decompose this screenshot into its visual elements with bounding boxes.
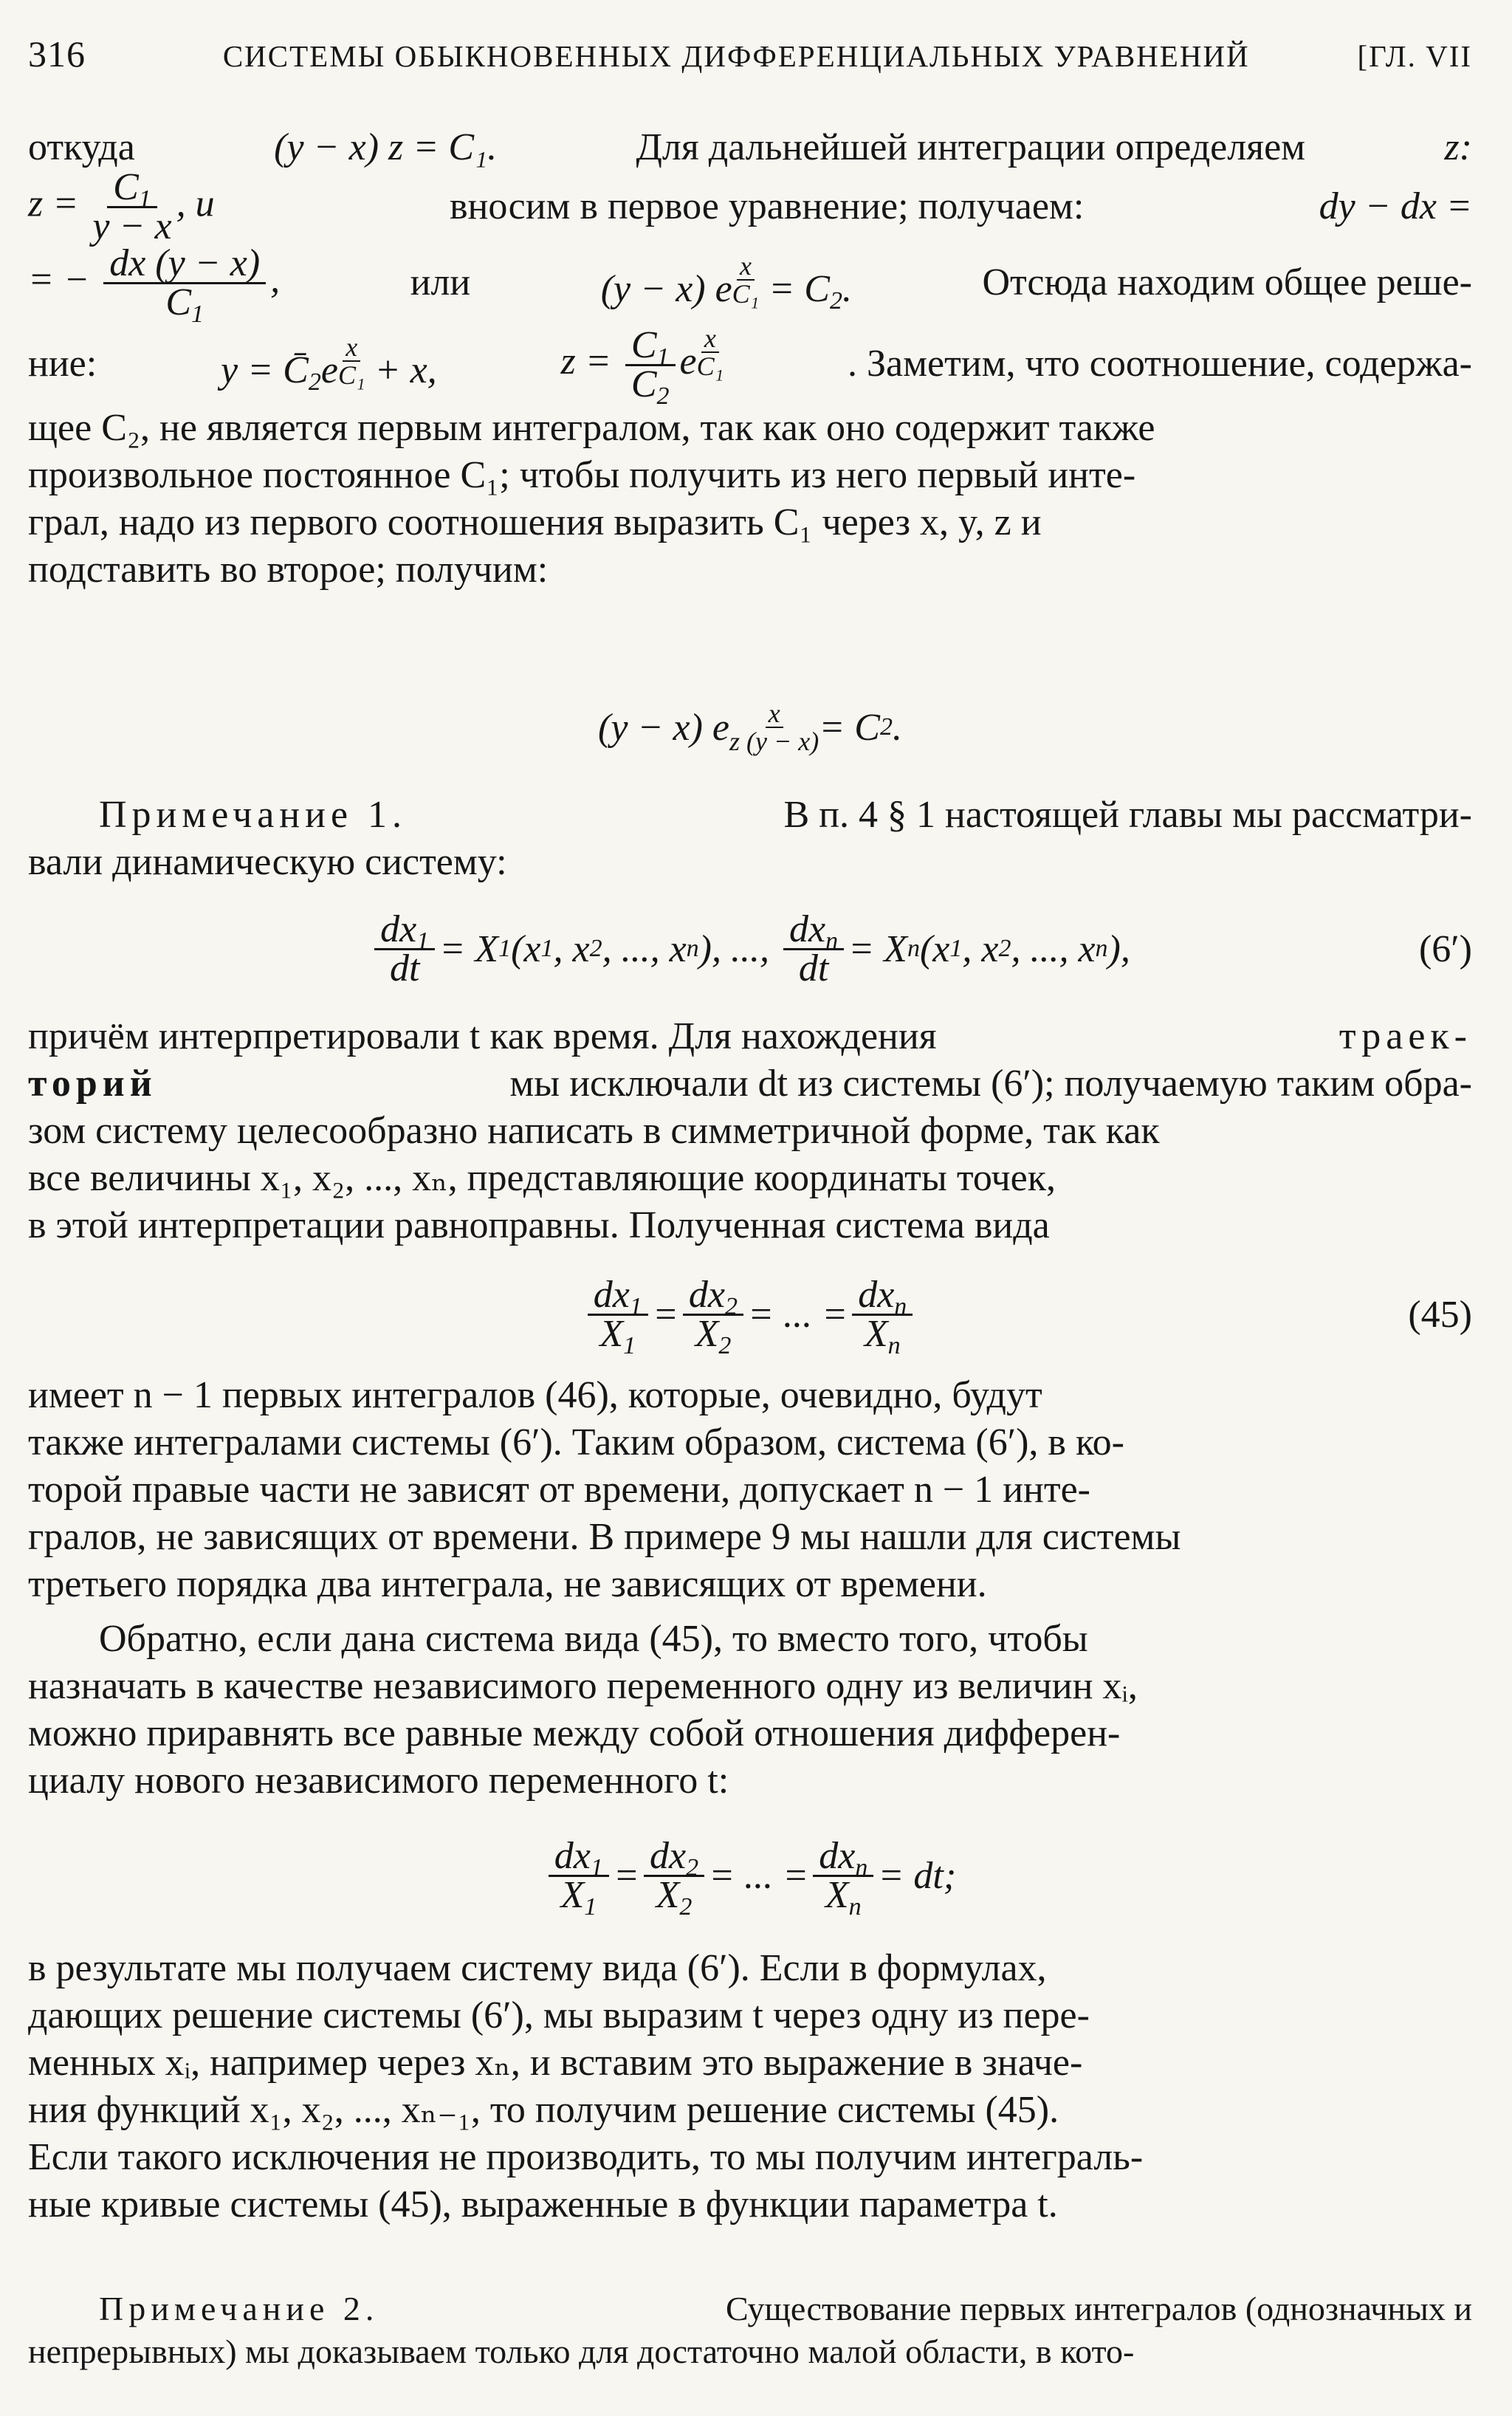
page-number: 316 xyxy=(28,33,86,75)
paragraph-conversely: Обратно, если дана система вида (45), то вместо того, чтобы назначать в качестве независимого переменного одну из величин xᵢ, можно приравнять все равные между собой отношения дифферен- циалу нового независимого переменного t: xyxy=(28,1618,1138,1802)
equation-45: $\frac{dx_1}{X_1}$ = $\frac{dx_2}{X_2}$ = ... = $\frac{dx_n}{X_n}$ (45) xyxy=(28,1266,1472,1362)
note-1-conclusion: имеет n − 1 первых интегралов (46), которые, очевидно, будут также интегралами системы (6′). Таким образом, система (6′), в ко- торой правые части не зависят от времени, допускает n − 1 инте- гралов, не зависящих от времени. В примере 9 мы нашли для системы третьего порядка два интеграла, не зависящих от времени. xyxy=(28,1374,1181,1605)
page-header xyxy=(28,32,1472,84)
chapter-label: [ГЛ. VII xyxy=(1357,39,1472,73)
equation-number: (45) xyxy=(1408,1293,1472,1336)
equation-dt: $\frac{dx_1}{X_1}$ = $\frac{dx_2}{X_2}$ = ... = $\frac{dx_n}{X_n}$ = dt; xyxy=(28,1828,1472,1923)
formula-first-integral: (y − x) e x z (y − x) = C 2 . xyxy=(598,699,902,756)
equation-number: (6′) xyxy=(1418,927,1472,970)
formula-dx: = − $\frac{dx (y - x)}{C_1}$ , xyxy=(28,241,281,328)
formula-inline: (y − x) z = C₁. xyxy=(274,126,498,168)
running-title: СИСТЕМЫ ОБЫКНОВЕННЫХ ДИФФЕРЕНЦИАЛЬНЫХ УРАВНЕНИЙ xyxy=(222,39,1250,73)
paragraph-result: в результате мы получаем систему вида (6′). Если в формулах, дающих решение системы (6′), мы выразим t через одну из пере- менных xᵢ, например через xₙ, и вставим это выражение в значе- ния функций x₁, x₂, ..., xₙ₋₁, то получим решение системы (45). Если такого исключения не производить, то мы получим интеграль- ные кривые системы (45), выраженные в функции параметра t. xyxy=(28,1947,1144,2225)
note-1-label: Примечание 1. xyxy=(99,794,408,836)
note-1: Примечание 1. В п. 4 § 1 настоящей главы мы рассматри- вали динамическую систему: xyxy=(28,792,1472,886)
note-2: Примечание 2. Существование первых интегралов (однозначных и непрерывных) мы доказываем только для достаточно малой области, в кото- xyxy=(28,2288,1472,2373)
formula-c2: (y − x) e $\frac{x}{\text{C₁}}$ = $C_2$. xyxy=(600,251,852,315)
formula-general-y: $y = C̄_2e$ $\frac{x}{\text{C₁}}$ + x, xyxy=(221,332,437,396)
formula-z: z = $\frac{C_1}{y - x}$ , и xyxy=(28,165,215,247)
note-1-body: причём интерпретировали t как время. Для нахождения траек- торий мы исключали dt из системы (6′); получаемую таким обра- зом систему целесообразно написать в симметричной форме, так как все величины x₁, x₂, ..., xₙ, представляющие координаты точек, в этой интерпретации равноправны. Полученная система вида xyxy=(28,1015,1472,1246)
formula-general-z: z = $\frac{C_1}{C_2}$ e $\frac{x}{\text{C₁}}$ xyxy=(560,323,724,410)
note-2-label: Примечание 2. xyxy=(99,2290,379,2327)
paragraph-solution: откуда (y − x) z = C₁. Для дальнейшей интеграции определяем z: z = $\frac{C_1}{y - x}$ , и вносим в первое уравнение; получаем: dy − dx = = − $\frac{dx (y - x)}{C_1}$ , или (y − x) e $\frac{x}{\text{C₁}}$ = $C_2$. Отсюда находим общее реше- ние: $y = C̄_2e$ $\frac{x}{\text{C₁}}$ + x, z = $\frac{C_1}{C_2}$ e $\frac{x}{\text{C₁}}$ . Заметим, что соотношение, содержа- щее C₂, не является первым интегралом, так как оно содержит также произвольное постоянное C₁; чтобы получить из него первый инте- грал, надо из первого соотношения выразить C₁ через x, y, z и подставить во второе; получим: xyxy=(28,124,1472,594)
equation-6prime: $\frac{dx_1}{dt}$ = X 1 (x 1 , x 2 , ..., x n ), ..., $\frac{dx_n}{dt}$ = X n (x 1 , x 2 , ..., x n ), (6′) xyxy=(28,905,1472,993)
